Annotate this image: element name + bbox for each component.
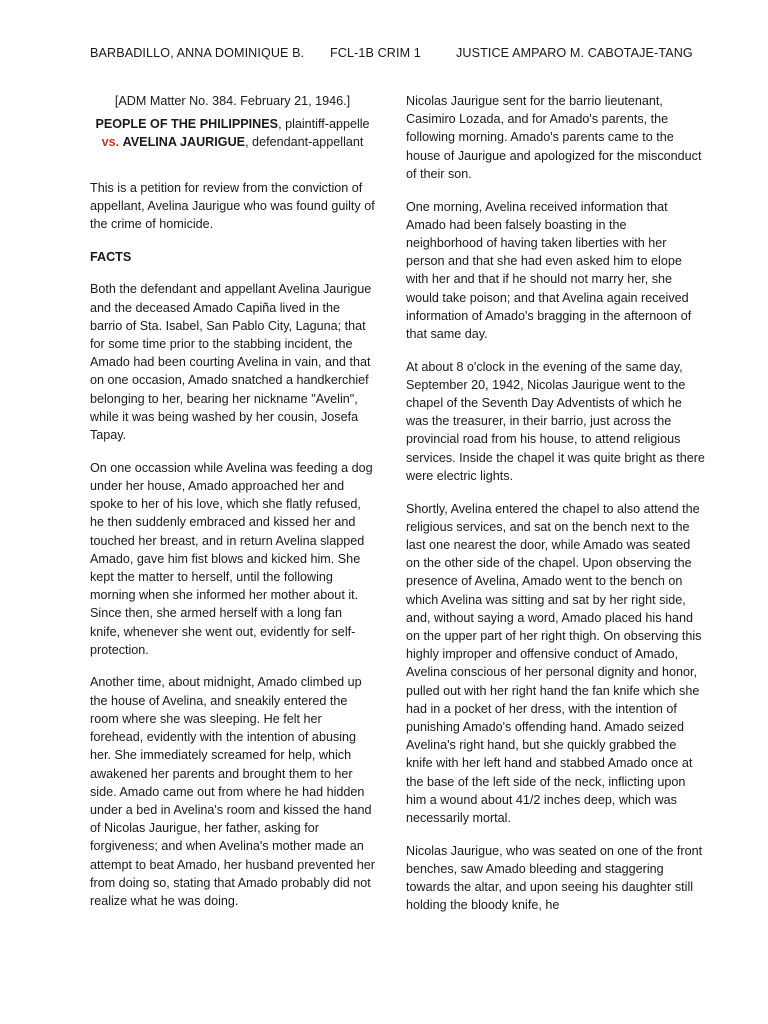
body-paragraph: On one occassion while Avelina was feeding a dog under her house, Amado approached her and spoke to her of his love, which she flatly refused, he then suddenly embraced and kissed her and touched her breast, and in return Avelina slapped Amado, gave him fist blows and kicked him. She kept the matter to herself, until the following morning when she informed her mother about it. Since then, she armed herself with a long fan knife, whenever she went out, evidently for self-protection. xyxy=(90,460,373,657)
defendant-name: AVELINA JAURIGUE xyxy=(122,135,246,150)
plaintiff-name: PEOPLE OF THE PHILIPPINES xyxy=(95,117,279,132)
case-reference: [ADM Matter No. 384. February 21, 1946.] xyxy=(114,94,351,108)
defendant-role: , defendant-appellant xyxy=(245,135,364,150)
versus-label: vs. xyxy=(101,135,120,150)
body-paragraph: One morning, Avelina received information that Amado had been falsely boasting in the neighborhood of having taken liberties with her person and that she had even asked him to elope with her and that if he should not marry her, she would take poison; and that Avelina again received information of Amado's bragging in the afternoon of that same day. xyxy=(406,199,692,341)
left-column xyxy=(90,92,375,925)
student-name: BARBADILLO, ANNA DOMINIQUE B. xyxy=(90,46,305,60)
right-column xyxy=(406,92,706,929)
body-paragraph: At about 8 o'clock in the evening of the same day, September 20, 1942, Nicolas Jaurigue went to the chapel of the Seventh Day Adventists of which he was the treasurer, in their barrio, just across the provincial road from his house, to attend religious services. Inside the chapel it was quite bright as there were electric lights. xyxy=(406,359,705,483)
body-paragraph: Shortly, Avelina entered the chapel to also attend the religious services, and sat on the bench next to the last one nearest the door, while Amado was seated on the other side of the chapel. Upon observing the presence of Avelina, Amado went to the bench on which Avelina was sitting and sat by her right side, and, without saying a word, Amado placed his hand on the upper part of her right thigh. On observing this highly improper and offensive conduct of Amado, Avelina conscious of her personal dignity and honor, pulled out with her right hand the fan knife which she had in a pocket of her dress, with the intention of punishing Amado's offending hand. Amado seized Avelina's right hand, but she quickly grabbed the knife with her left hand and stabbed Amado once at the base of the left side of the neck, inflicting upon him a wound about 41/2 inches deep, which was necessarily mortal. xyxy=(406,501,702,826)
intro-paragraph: This is a petition for review from the conviction of appellant, Avelina Jaurigue who was found guilty of the crime of homicide. xyxy=(90,180,375,232)
course-code: FCL-1B CRIM 1 xyxy=(330,46,421,60)
page-header xyxy=(90,46,693,66)
facts-heading: FACTS xyxy=(90,249,132,264)
body-paragraph: Nicolas Jaurigue, who was seated on one of the front benches, saw Amado bleeding and staggering towards the altar, and upon seeing his daughter still holding the bloody knife, he xyxy=(406,843,703,913)
body-paragraph: Nicolas Jaurigue sent for the barrio lieutenant, Casimiro Lozada, and for Amado's parents, the following morning. Amado's parents came to the house of Jaurigue and apologized for the misconduct of their son. xyxy=(406,94,702,181)
body-paragraph: Both the defendant and appellant Avelina Jaurigue and the deceased Amado Capiña lived in the barrio of Sta. Isabel, San Pablo City, Laguna; that for some time prior to the stabbing incident, the Amado had been courting Avelina in vain, and that on one occasion, Amado snatched a handkerchief belonging to her, bearing her nickname "Avelin", while it was being washed by her cousin, Josefa Tapay. xyxy=(90,282,372,443)
justice-name: JUSTICE AMPARO M. CABOTAJE-TANG xyxy=(456,46,693,60)
body-paragraph: Another time, about midnight, Amado climbed up the house of Avelina, and sneakily entered the room where she was sleeping. He felt her forehead, evidently with the intention of abusing her. She immediately screamed for help, which awakened her parents and brought them to her side. Amado came out from where he had hidden under a bed in Avelina's room and kissed the hand of Nicolas Jaurigue, her father, asking for forgiveness; and when Avelina's mother made an attempt to beat Amado, her husband prevented her from doing so, stating that Amado probably did not realize what he was doing. xyxy=(90,675,375,908)
plaintiff-role: , plaintiff-appelle xyxy=(278,117,370,132)
case-parties xyxy=(90,115,375,151)
